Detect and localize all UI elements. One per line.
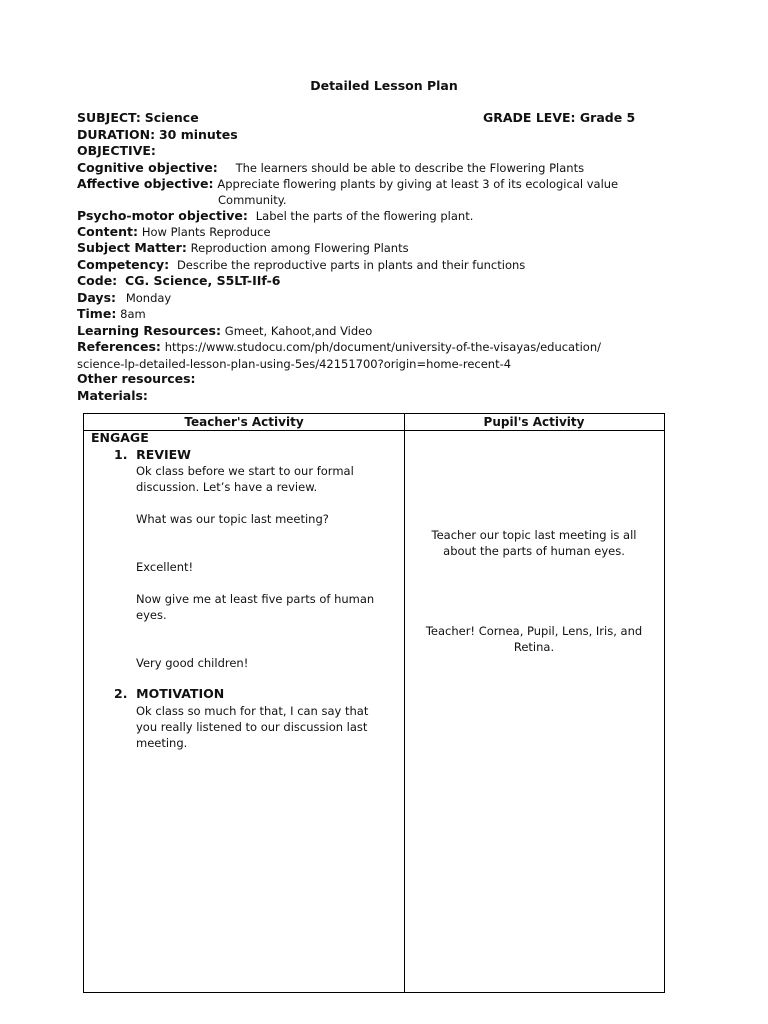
time-label: Time: [77, 306, 117, 321]
learning-resources-line [77, 323, 372, 339]
days-line [77, 290, 171, 306]
affective-value-cont: Community. [218, 193, 287, 207]
review-text-4b: eyes. [136, 608, 167, 622]
affective-value: Appreciate flowering plants by giving at least 3 of its ecological value [217, 177, 619, 191]
other-resources-label: Other resources: [77, 371, 196, 386]
duration-value: 30 minutes [158, 127, 238, 142]
subject-matter-value: Reproduction among Flowering Plants [190, 241, 409, 255]
teacher-activity-header: Teacher's Activity [184, 415, 304, 429]
engage-heading: ENGAGE [91, 430, 149, 445]
review-text-1a: Ok class before we start to our formal [136, 464, 354, 478]
pupil-answer-2b: Retina. [513, 640, 555, 654]
objective-line [77, 143, 156, 159]
subject-label: SUBJECT: [77, 110, 141, 125]
subject-line [77, 110, 199, 126]
days-label: Days: [77, 290, 117, 305]
review-text-3: Excellent! [136, 560, 194, 574]
time-line [77, 306, 146, 322]
content-value: How Plants Reproduce [141, 225, 271, 239]
motivation-text-1a: Ok class so much for that, I can say that [136, 704, 369, 718]
content-label: Content: [77, 224, 138, 239]
pupil-activity-header: Pupil's Activity [483, 415, 585, 429]
cognitive-value: The learners should be able to describe the Flowering Plants [235, 161, 585, 175]
code-line [77, 273, 281, 289]
days-value: Monday [125, 291, 172, 305]
references-label: References: [77, 339, 161, 354]
references-line [77, 339, 601, 355]
review-heading: 1. REVIEW [114, 447, 191, 462]
cognitive-label: Cognitive objective: [77, 160, 218, 175]
document-title: Detailed Lesson Plan [310, 78, 458, 93]
activity-table [83, 413, 665, 993]
duration-label: DURATION: [77, 127, 156, 142]
learning-resources-value: Gmeet, Kahoot,and Video [224, 324, 373, 338]
learning-resources-label: Learning Resources: [77, 323, 221, 338]
pupil-answer-2a: Teacher! Cornea, Pupil, Lens, Iris, and [425, 624, 643, 638]
cognitive-line [77, 160, 584, 176]
affective-label: Affective objective: [77, 176, 214, 191]
psychomotor-line [77, 208, 473, 224]
references-link[interactable]: https://www.studocu.com/ph/document/university-of-the-visayas/education/ [164, 340, 601, 354]
competency-value: Describe the reproductive parts in plants and their functions [176, 258, 526, 272]
other-resources-line [77, 371, 196, 387]
content-line [77, 224, 271, 240]
pupil-answer-1a: Teacher our topic last meeting is all [431, 528, 637, 542]
review-text-4a: Now give me at least five parts of human [136, 592, 375, 606]
subject-matter-label: Subject Matter: [77, 240, 187, 255]
code-label: Code: [77, 273, 118, 288]
competency-label: Competency: [77, 257, 170, 272]
duration-line [77, 127, 238, 143]
materials-label: Materials: [77, 388, 148, 403]
motivation-heading: 2. MOTIVATION [114, 686, 225, 701]
pupil-answer-1b: about the parts of human eyes. [443, 544, 625, 558]
motivation-text-1b: you really listened to our discussion last [136, 720, 368, 734]
review-text-5: Very good children! [136, 656, 249, 670]
psychomotor-value: Label the parts of the flowering plant. [255, 209, 474, 223]
competency-line [77, 257, 525, 273]
affective-line [77, 176, 618, 192]
subject-value: Science [144, 110, 199, 125]
materials-line [77, 388, 148, 404]
motivation-text-1c: meeting. [136, 736, 188, 750]
column-divider [404, 414, 405, 992]
subject-matter-line [77, 240, 409, 256]
objective-label: OBJECTIVE: [77, 143, 156, 158]
grade-label: GRADE LEVE: [483, 110, 576, 125]
grade-value: Grade 5 [579, 110, 636, 125]
review-text-1b: discussion. Let’s have a review. [136, 480, 318, 494]
code-value: CG. Science, S5LT-IIf-6 [125, 273, 281, 288]
grade-line [483, 110, 635, 125]
references-link-cont[interactable]: science-lp-detailed-lesson-plan-using-5es/42151700?origin=home-recent-4 [77, 357, 512, 371]
review-text-2: What was our topic last meeting? [136, 512, 329, 526]
psychomotor-label: Psycho-motor objective: [77, 208, 248, 223]
time-value: 8am [120, 307, 146, 321]
header-divider [84, 430, 664, 431]
